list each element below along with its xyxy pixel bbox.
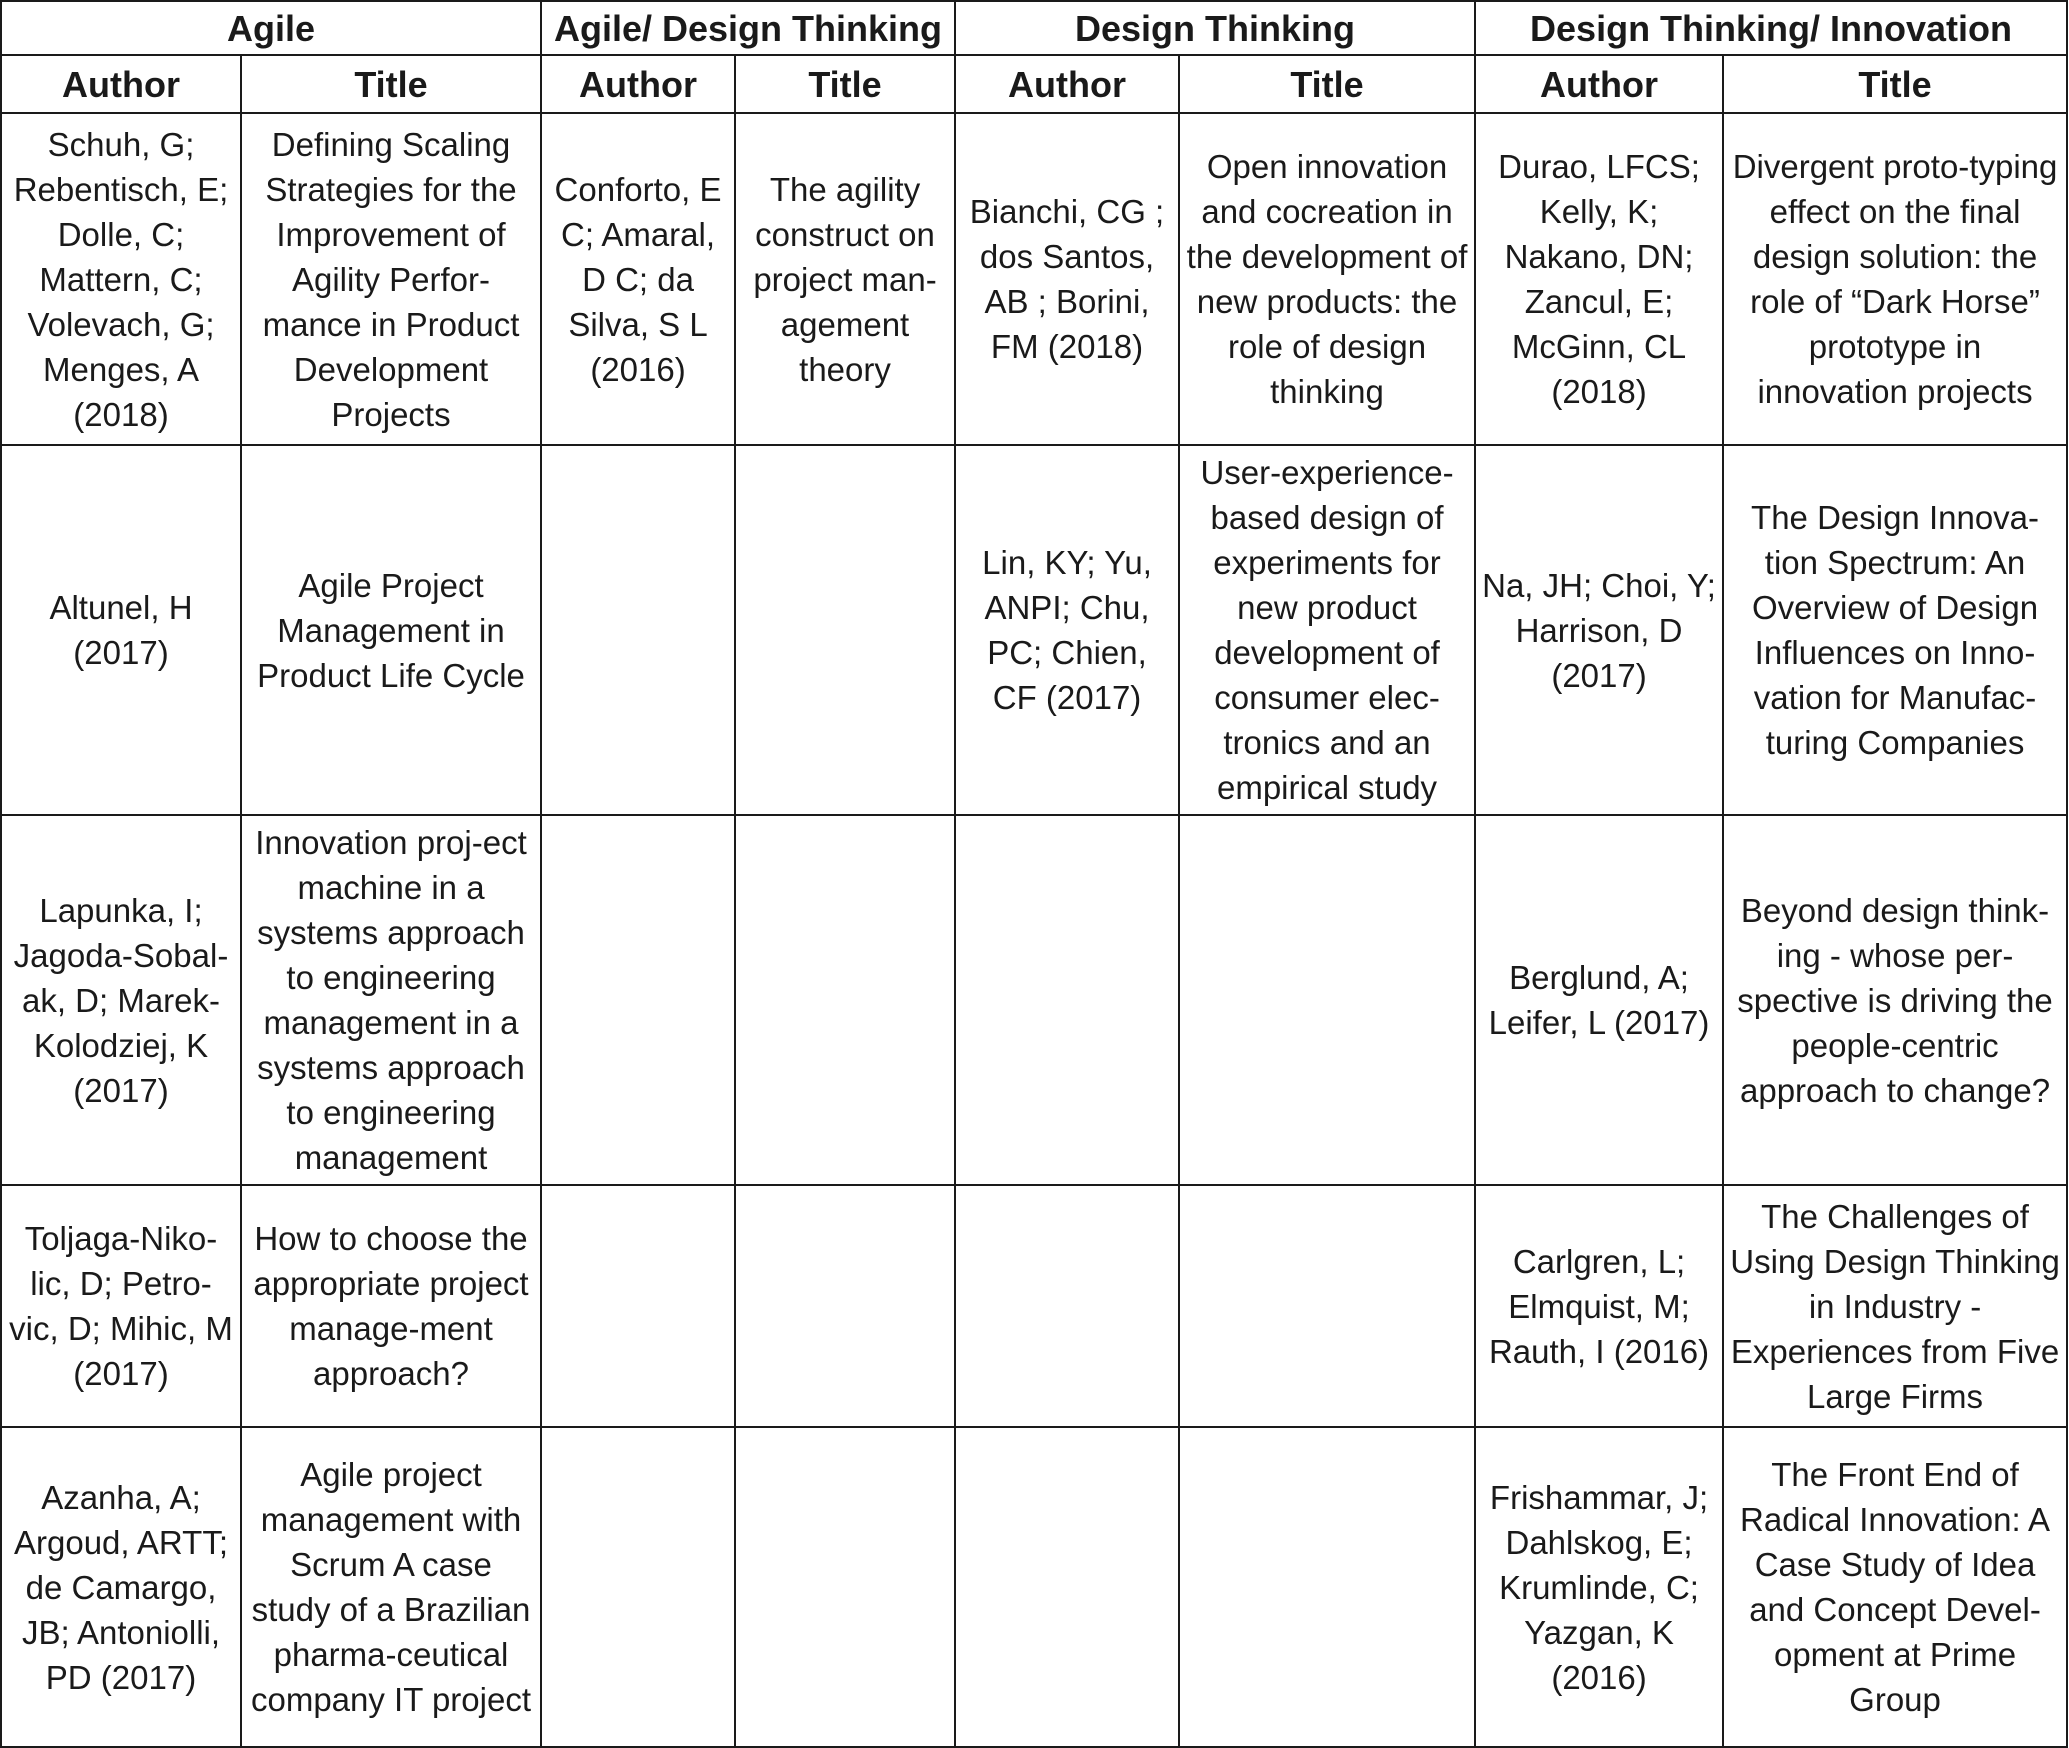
- design-thinking-innovation-author-cell: Berglund, A; Leifer, L (2017): [1475, 815, 1723, 1185]
- agile-design-thinking-author-cell: Conforto, E C; Amaral, D C; da Silva, S L (2016): [541, 113, 735, 445]
- design-thinking-title-cell: [1179, 815, 1475, 1185]
- design-thinking-innovation-title-cell: Divergent proto-typing effect on the final design solution: the role of “Dark Horse” prototype in innovation projects: [1723, 113, 2067, 445]
- design-thinking-author-cell: Bianchi, CG ; dos Santos, AB ; Borini, FM (2018): [955, 113, 1179, 445]
- table-row: [1, 1185, 2067, 1427]
- design-thinking-innovation-author-cell: Frishammar, J; Dahlskog, E; Krumlinde, C; Yazgan, K (2016): [1475, 1427, 1723, 1747]
- agile-design-thinking-title-cell: The agility construct on project man-agement theory: [735, 113, 955, 445]
- table-row: [1, 1427, 2067, 1747]
- agile-title-cell: Innovation proj-ect machine in a systems approach to engineering management in a systems approach to engineering management: [241, 815, 541, 1185]
- design-thinking-author-cell: [955, 1427, 1179, 1747]
- agile-design-thinking-title-cell: [735, 1427, 955, 1747]
- column-header-author: Author: [541, 55, 735, 113]
- group-header-row: [1, 1, 2067, 55]
- group-header-agile-design-thinking: Agile/ Design Thinking: [541, 1, 955, 55]
- table-row: [1, 445, 2067, 815]
- group-header-design-thinking-innovation: Design Thinking/ Innovation: [1475, 1, 2067, 55]
- agile-design-thinking-title-cell: [735, 445, 955, 815]
- design-thinking-title-cell: [1179, 1185, 1475, 1427]
- design-thinking-innovation-title-cell: Beyond design think-ing - whose per-spective is driving the people-centric approach to change?: [1723, 815, 2067, 1185]
- agile-title-cell: Agile Project Management in Product Life Cycle: [241, 445, 541, 815]
- agile-design-thinking-author-cell: [541, 815, 735, 1185]
- design-thinking-author-cell: Lin, KY; Yu, ANPI; Chu, PC; Chien, CF (2017): [955, 445, 1179, 815]
- column-header-author: Author: [1475, 55, 1723, 113]
- design-thinking-innovation-author-cell: Carlgren, L; Elmquist, M; Rauth, I (2016): [1475, 1185, 1723, 1427]
- design-thinking-innovation-title-cell: The Design Innova-tion Spectrum: An Overview of Design Influences on Inno-vation for Manufac-turing Companies: [1723, 445, 2067, 815]
- agile-design-thinking-title-cell: [735, 815, 955, 1185]
- design-thinking-title-cell: Open innovation and cocreation in the development of new products: the role of design thinking: [1179, 113, 1475, 445]
- agile-title-cell: Defining Scaling Strategies for the Improvement of Agility Perfor-mance in Product Development Projects: [241, 113, 541, 445]
- column-header-title: Title: [1179, 55, 1475, 113]
- agile-author-cell: Toljaga-Niko-lic, D; Petro-vic, D; Mihic, M (2017): [1, 1185, 241, 1427]
- agile-author-cell: Schuh, G; Rebentisch, E; Dolle, C; Mattern, C; Volevach, G; Menges, A (2018): [1, 113, 241, 445]
- agile-author-cell: Altunel, H (2017): [1, 445, 241, 815]
- agile-title-cell: How to choose the appropriate project manage-ment approach?: [241, 1185, 541, 1427]
- agile-design-thinking-title-cell: [735, 1185, 955, 1427]
- column-header-title: Title: [241, 55, 541, 113]
- column-header-author: Author: [955, 55, 1179, 113]
- column-header-author: Author: [1, 55, 241, 113]
- table-row: [1, 113, 2067, 445]
- design-thinking-innovation-author-cell: Durao, LFCS; Kelly, K; Nakano, DN; Zancul, E; McGinn, CL (2018): [1475, 113, 1723, 445]
- column-header-row: [1, 55, 2067, 113]
- agile-author-cell: Azanha, A; Argoud, ARTT; de Camargo, JB; Antoniolli, PD (2017): [1, 1427, 241, 1747]
- agile-title-cell: Agile project management with Scrum A case study of a Brazilian pharma-ceutical company IT project: [241, 1427, 541, 1747]
- design-thinking-innovation-title-cell: The Front End of Radical Innovation: A Case Study of Idea and Concept Devel-opment at Prime Group: [1723, 1427, 2067, 1747]
- agile-design-thinking-author-cell: [541, 1427, 735, 1747]
- agile-design-thinking-author-cell: [541, 1185, 735, 1427]
- agile-design-thinking-author-cell: [541, 445, 735, 815]
- design-thinking-title-cell: User-experience-based design of experiments for new product development of consumer elec-tronics and an empirical study: [1179, 445, 1475, 815]
- design-thinking-innovation-title-cell: The Challenges of Using Design Thinking in Industry - Experiences from Five Large Firms: [1723, 1185, 2067, 1427]
- column-header-title: Title: [1723, 55, 2067, 113]
- table-row: [1, 815, 2067, 1185]
- agile-author-cell: Lapunka, I; Jagoda-Sobal-ak, D; Marek-Kolodziej, K (2017): [1, 815, 241, 1185]
- design-thinking-author-cell: [955, 1185, 1179, 1427]
- group-header-agile: Agile: [1, 1, 541, 55]
- design-thinking-innovation-author-cell: Na, JH; Choi, Y; Harrison, D (2017): [1475, 445, 1723, 815]
- design-thinking-title-cell: [1179, 1427, 1475, 1747]
- group-header-design-thinking: Design Thinking: [955, 1, 1475, 55]
- column-header-title: Title: [735, 55, 955, 113]
- design-thinking-author-cell: [955, 815, 1179, 1185]
